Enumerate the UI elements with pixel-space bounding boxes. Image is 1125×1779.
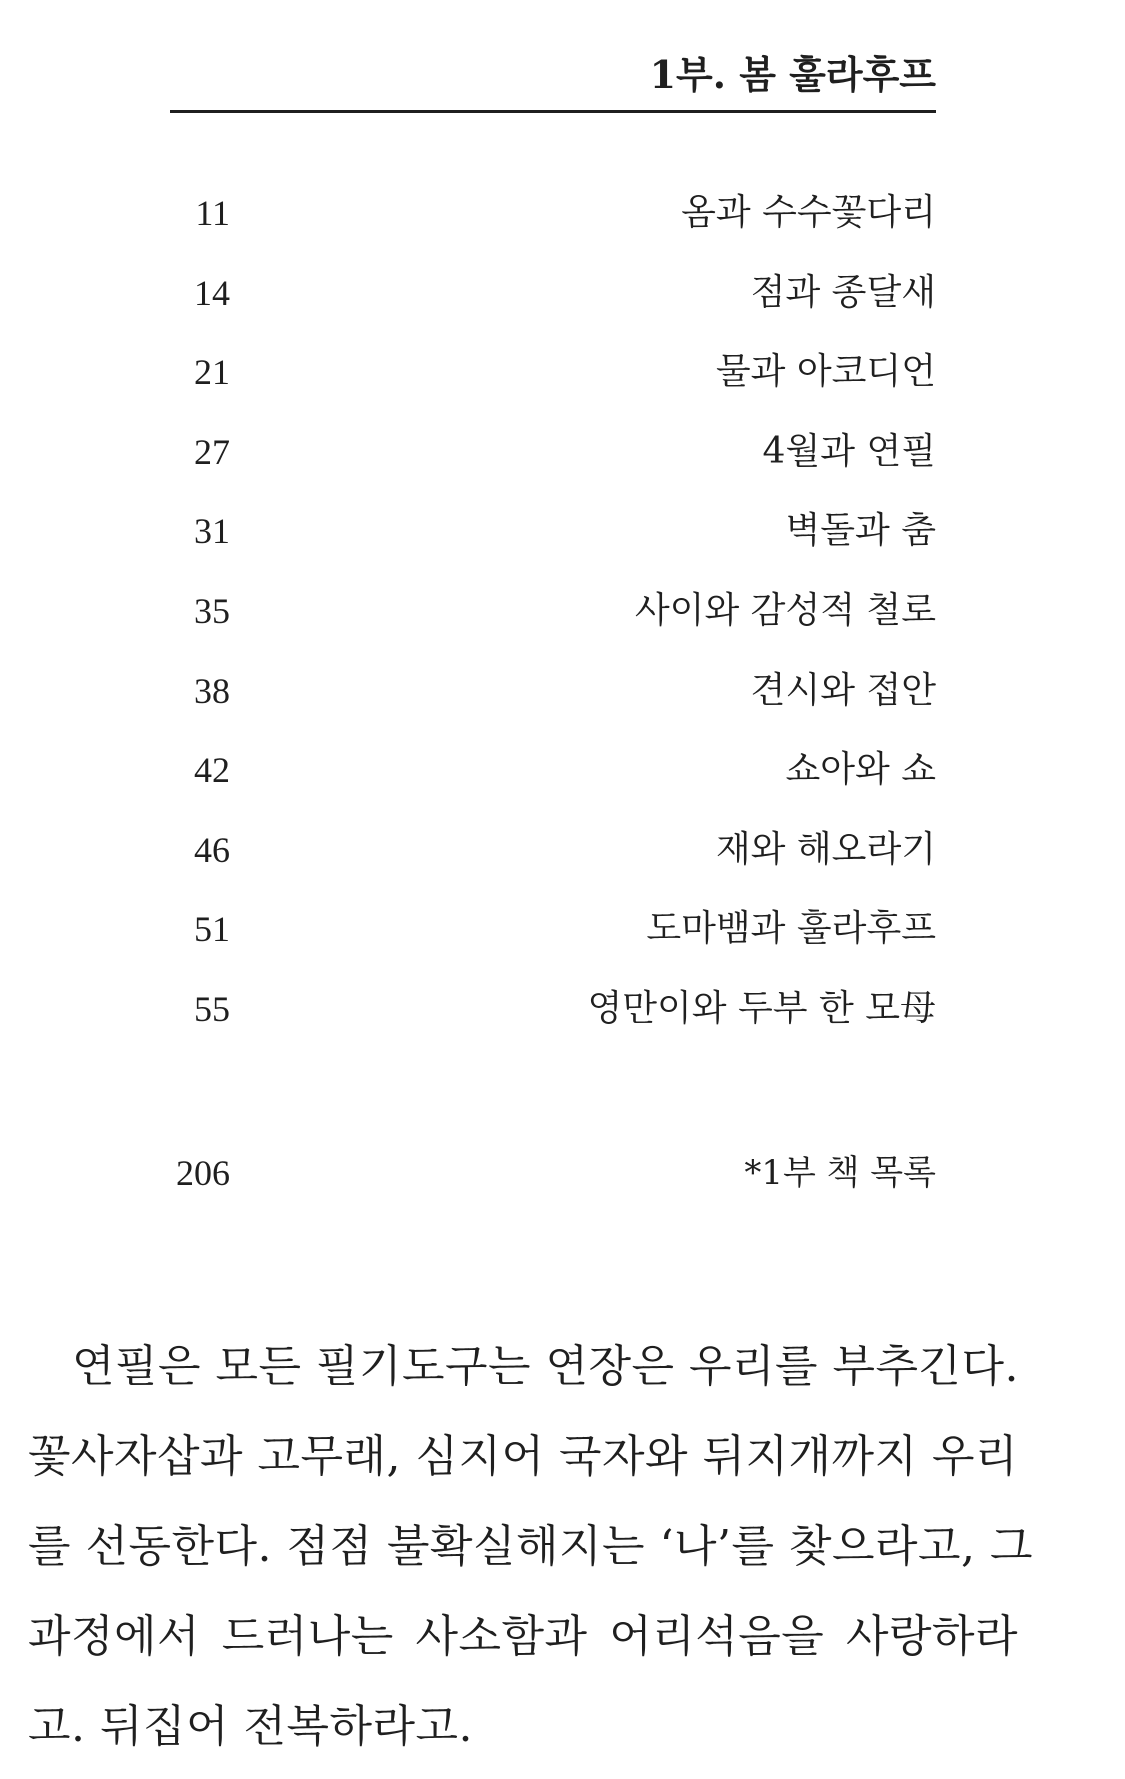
toc-page-number: 14: [194, 272, 230, 313]
section-header: [170, 40, 936, 113]
toc-entry: [170, 984, 936, 1064]
paragraph-line: 과정에서 드러나는 사소함과 어리석음을 사랑하라: [28, 1611, 1018, 1662]
toc-chapter-title: 영만이와 두부 한 모母: [587, 987, 936, 1029]
toc-page-number: 51: [194, 909, 230, 950]
toc-chapter-title: 도마뱀과 훌라후프: [646, 908, 936, 950]
toc-entry: [170, 904, 936, 984]
toc-chapter-title: 재와 해오라기: [715, 828, 936, 870]
toc-page-number: 55: [194, 988, 230, 1029]
toc-chapter-title: 점과 종달새: [750, 271, 936, 313]
toc-page-number: 38: [194, 670, 230, 711]
toc-entry-book-list: [170, 1148, 936, 1208]
toc-entry: [170, 188, 936, 268]
toc-entry: [170, 745, 936, 825]
paragraph-line: 꽃사자삽과 고무래, 심지어 국자와 뒤지개까지 우리: [28, 1431, 1018, 1482]
toc-page-number: 35: [194, 590, 230, 631]
toc-chapter-title: *1부 책 목록: [744, 1153, 936, 1193]
toc-page-number: 42: [194, 750, 230, 791]
body-paragraph: [28, 1322, 1033, 1772]
toc-chapter-title: 벽돌과 춤: [785, 510, 936, 552]
section-title: 1부. 봄 훌라후프: [649, 52, 936, 97]
toc-entry: [170, 586, 936, 666]
toc-page-number: 31: [194, 511, 230, 552]
toc-entry: [170, 347, 936, 427]
table-of-contents: [170, 188, 936, 1064]
toc-page-number: 27: [194, 431, 230, 472]
toc-entry: [170, 506, 936, 586]
toc-entry: [170, 268, 936, 348]
toc-page-number: 206: [176, 1153, 230, 1193]
toc-entry: [170, 825, 936, 905]
toc-chapter-title: 물과 아코디언: [715, 351, 936, 393]
toc-entry: [170, 427, 936, 507]
toc-page-number: 21: [194, 352, 230, 393]
toc-chapter-title: 4월과 연필: [762, 430, 936, 472]
toc-entry: [170, 666, 936, 746]
paragraph-line: 를 선동한다. 점점 불확실해지는 ‘나’를 찾으라고, 그: [28, 1521, 1033, 1572]
toc-page-number: 46: [194, 829, 230, 870]
toc-chapter-title: 쇼아와 쇼: [785, 749, 936, 791]
toc-page-number: 11: [195, 193, 230, 233]
paragraph-line: 고. 뒤집어 전복하라고.: [28, 1701, 473, 1752]
toc-chapter-title: 사이와 감성적 철로: [634, 589, 936, 631]
paragraph-line: 연필은 모든 필기도구는 연장은 우리를 부추긴다.: [72, 1341, 1019, 1392]
toc-chapter-title: 옴과 수수꽃다리: [681, 192, 936, 233]
toc-chapter-title: 견시와 접안: [750, 669, 936, 711]
